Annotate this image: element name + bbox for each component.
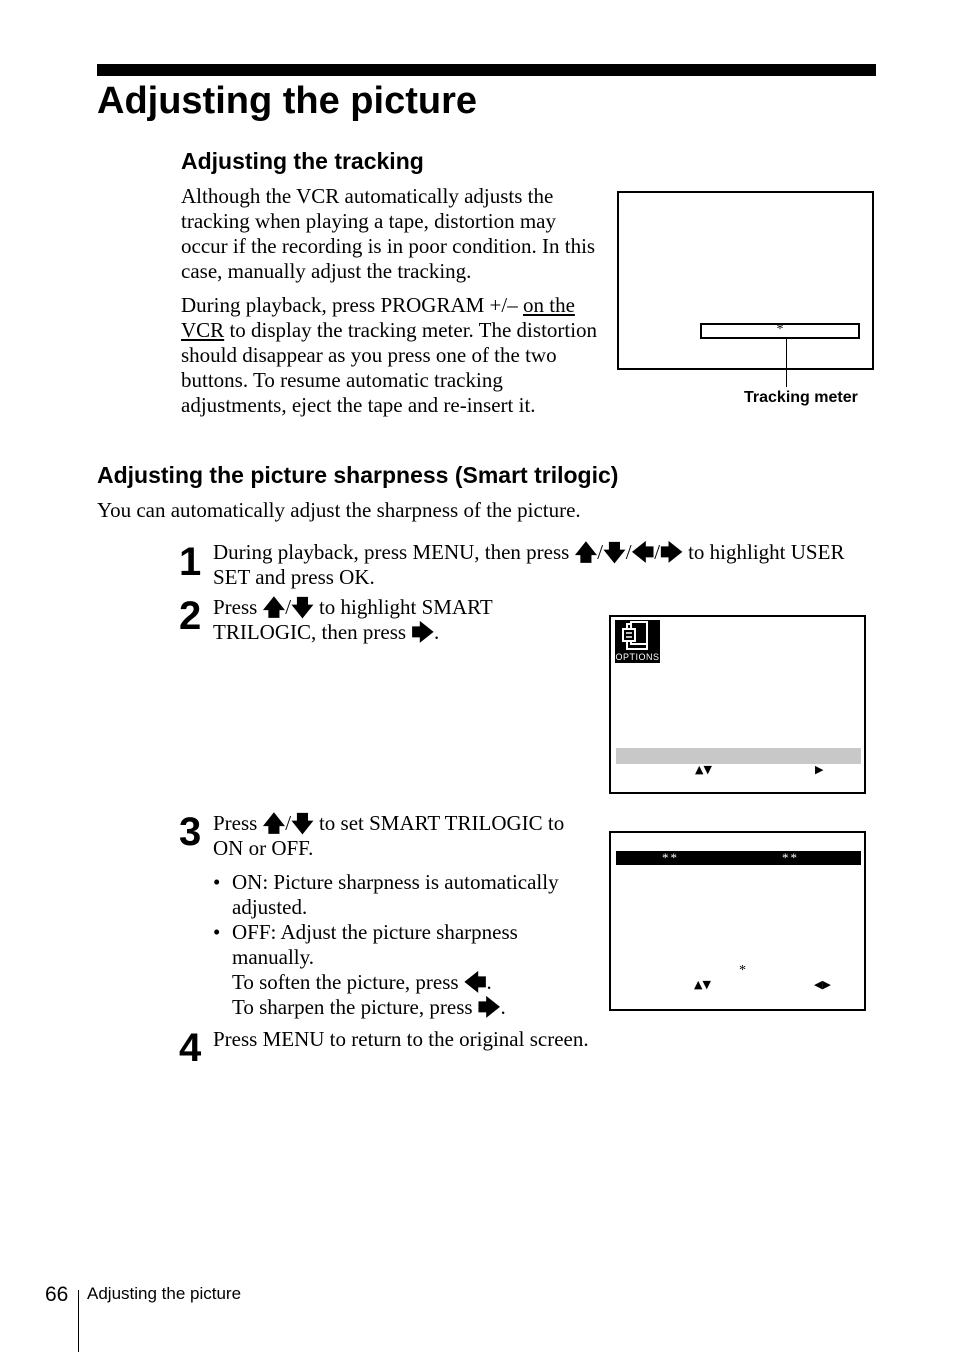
sharpness-heading: Adjusting the picture sharpness (Smart trilogic) [97, 462, 619, 488]
down-arrow-icon: 🡇 [603, 541, 626, 566]
tracking-meter-marker: * [776, 322, 784, 337]
title-bar-right-marker: ** [782, 850, 799, 865]
step-3-options-list [213, 870, 593, 1020]
slash: / [597, 540, 604, 564]
up-arrow-icon: 🡅 [262, 596, 286, 621]
tracking-paragraph-1: Although the VCR automatically adjusts the tracking when playing a tape, distortion may occur if the recording is in poor condition. In this case, manually adjust the tracking. [181, 184, 596, 283]
tracking-text: During playback, press PROGRAM +/– [181, 293, 523, 317]
step-2-number: 2 [179, 594, 202, 638]
options-icon-label: OPTIONS [615, 652, 660, 662]
up-down-nav-icon: ▲▼ [695, 763, 712, 776]
right-arrow-icon: 🡆 [411, 621, 435, 646]
soften-text: To soften the picture, press [232, 970, 464, 994]
slash: / [625, 540, 632, 564]
left-arrow-icon: 🡄 [631, 541, 655, 566]
step-1-text-b: to highlight USER SET and press OK. [213, 540, 845, 589]
up-arrow-icon: 🡅 [574, 541, 598, 566]
tracking-text-end: to display the tracking meter. The distortion should disappear as you press one of the two buttons. To resume automatic tracking adjustments, eject the tape and re-insert it. [181, 318, 598, 417]
down-arrow-icon: 🡇 [291, 596, 314, 621]
bullet-off-text: OFF: Adjust the picture sharpness manually. [232, 920, 518, 969]
slash: / [285, 811, 292, 835]
step-2-text-c: . [434, 620, 440, 644]
list-item [213, 870, 593, 920]
tracking-paragraph-2 [181, 293, 601, 418]
options-menu-screen [609, 615, 866, 794]
title-bar-left-marker: ** [662, 850, 679, 865]
step-2-text [213, 595, 523, 645]
step-3-text [213, 811, 593, 861]
tracking-meter-leader-line [786, 339, 787, 387]
footer-section-title: Adjusting the picture [87, 1284, 242, 1303]
options-icon [615, 620, 660, 663]
up-arrow-icon: 🡅 [262, 812, 286, 837]
options-folder-icon [615, 620, 660, 654]
footer-divider [78, 1290, 79, 1352]
left-right-nav-icon: ◀▶ [814, 978, 831, 991]
highlight-bar [616, 748, 861, 764]
soften-period: . [486, 970, 492, 994]
up-down-nav-icon: ▲▼ [694, 978, 711, 991]
right-arrow-icon: 🡆 [477, 996, 501, 1021]
step-1-number: 1 [179, 540, 202, 584]
slash: / [285, 595, 292, 619]
left-arrow-icon: 🡄 [463, 971, 487, 996]
on-the-vcr-text: on the VCR [181, 293, 575, 342]
list-item [213, 920, 593, 1020]
title-bar [616, 851, 861, 865]
page-title: Adjusting the picture [97, 80, 477, 122]
smart-trilogic-screen [609, 831, 866, 1011]
bullet-on-text: ON: Picture sharpness is automatically adjusted. [232, 870, 559, 919]
sharpness-intro: You can automatically adjust the sharpness of the picture. [97, 498, 581, 522]
sharpen-period: . [500, 995, 506, 1019]
slash: / [654, 540, 661, 564]
down-arrow-icon: 🡇 [291, 812, 314, 837]
step-2-text-a: Press [213, 595, 263, 619]
setting-marker: * [739, 963, 746, 978]
tracking-screen [617, 191, 874, 370]
title-rule [97, 64, 876, 76]
right-nav-icon: ▶ [815, 763, 824, 776]
step-2-text-b: to highlight SMART TRILOGIC, then press [213, 595, 493, 644]
step-3-number: 3 [179, 810, 202, 854]
tracking-heading: Adjusting the tracking [181, 148, 424, 174]
tracking-meter-label: Tracking meter [744, 389, 858, 406]
step-1-text [213, 540, 853, 590]
sharpen-text: To sharpen the picture, press [232, 995, 478, 1019]
step-4-text: Press MENU to return to the original screen. [213, 1027, 589, 1051]
page-number: 66 [45, 1283, 69, 1306]
tracking-meter-bar [700, 323, 860, 339]
step-3-text-a: Press [213, 811, 263, 835]
step-1-text-a: During playback, press MENU, then press [213, 540, 575, 564]
right-arrow-icon: 🡆 [660, 541, 683, 566]
step-4-number: 4 [179, 1026, 202, 1070]
step-3-text-b: to set SMART TRILOGIC to ON or OFF. [213, 811, 565, 860]
